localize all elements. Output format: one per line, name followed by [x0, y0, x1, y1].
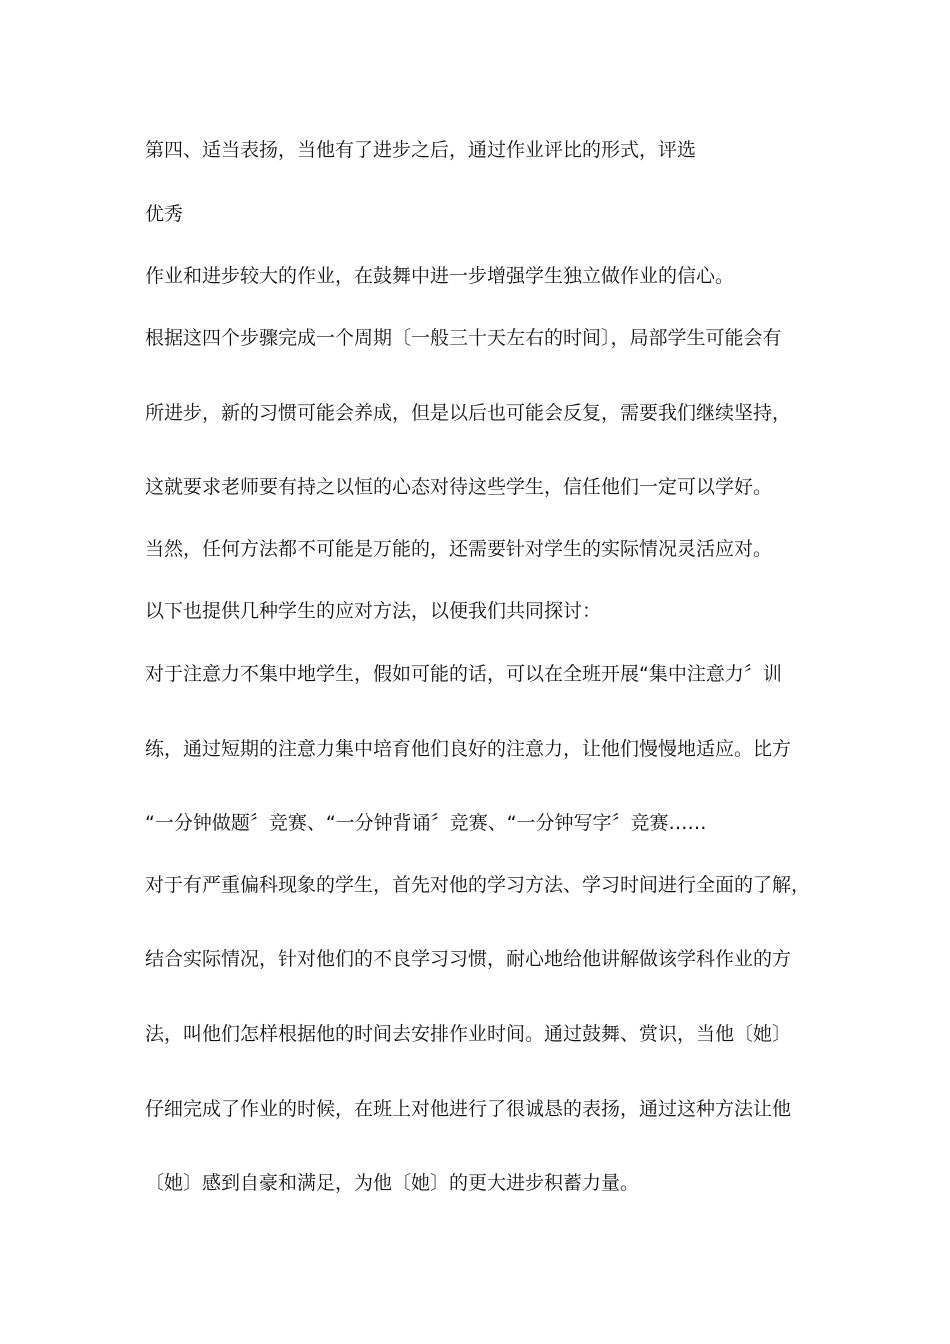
text-line-8: 以下也提供几种学生的应对方法，以便我们共同探讨： [145, 600, 602, 622]
text-line-5: 所进步，新的习惯可能会养成，但是以后也可能会反复，需要我们继续坚持， [145, 402, 792, 424]
text-line-13: 结合实际情况，针对他们的不良学习习惯，耐心地给他讲解做该学科作业的方 [145, 948, 792, 970]
text-line-10: 练，通过短期的注意力集中培育他们良好的注意力，让他们慢慢地适应。比方 [145, 738, 792, 760]
text-line-4: 根据这四个步骤完成一个周期〔一般三十天左右的时间〕，局部学生可能会有 [145, 327, 782, 349]
text-line-1: 第四、适当表扬，当他有了进步之后，通过作业评比的形式，评选 [145, 139, 697, 161]
text-line-12: 对于有严重偏科现象的学生，首先对他的学习方法、学习时间进行全面的了解， [145, 874, 811, 896]
text-line-9: 对于注意力不集中地学生，假如可能的话，可以在全班开展“集中注意力〞训 [145, 663, 782, 685]
text-line-2: 优秀 [145, 203, 184, 225]
text-line-14: 法，叫他们怎样根据他的时间去安排作业时间。通过鼓舞、赏识，当他〔她〕 [145, 1023, 792, 1045]
text-line-6: 这就要求老师要有持之以恒的心态对待这些学生，信任他们一定可以学好。 [145, 476, 773, 498]
text-line-7: 当然，任何方法都不可能是万能的，还需要针对学生的实际情况灵活应对。 [145, 538, 773, 560]
text-line-3: 作业和进步较大的作业，在鼓舞中进一步增强学生独立做作业的信心。 [145, 265, 735, 287]
text-line-11: “一分钟做题〞竞赛、“一分钟背诵〞竞赛、“一分钟写字〞竞赛…… [145, 812, 707, 834]
text-line-16: 〔她〕感到自豪和满足，为他〔她〕的更大进步积蓄力量。 [145, 1172, 640, 1194]
text-line-15: 仔细完成了作业的时候，在班上对他进行了很诚恳的表扬，通过这种方法让他 [145, 1098, 792, 1120]
